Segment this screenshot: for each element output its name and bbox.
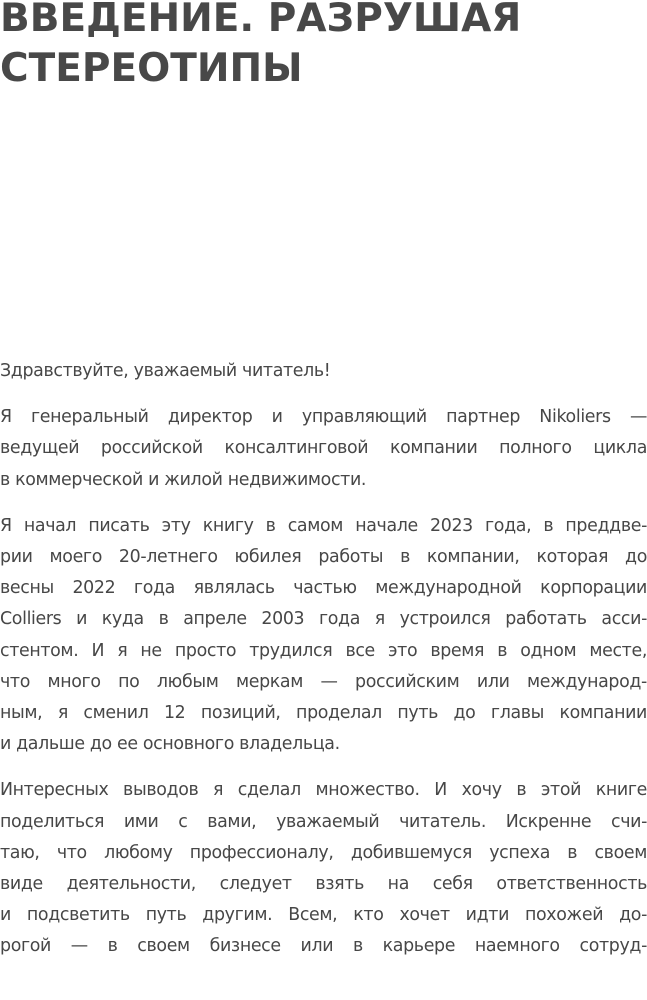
text-line: Интересных выводов я сделал множество. И хочу в этой книге — [0, 780, 647, 801]
text-line: рогой — в своем бизнесе или в карьере наемного сотруд- — [0, 936, 647, 957]
chapter-title — [0, 0, 521, 94]
text-line: и дальше до ее основного владельца. — [0, 734, 340, 755]
text-line: Я генеральный директор и управляющий партнер Nikoliers — — [0, 407, 647, 428]
text-line: поделиться ими с вами, уважаемый читатель. Искренне счи- — [0, 811, 647, 832]
text-line: и подсветить путь другим. Всем, кто хочет идти похожей до- — [0, 905, 647, 926]
chapter-title-line-2: СТЕРЕОТИПЫ — [0, 46, 303, 91]
paragraph-purpose — [0, 775, 647, 962]
text-line: Здравствуйте, уважаемый читатель! — [0, 361, 331, 381]
body-text — [0, 356, 647, 978]
text-line: в коммерческой и жилой недвижимости. — [0, 469, 367, 490]
text-line: Colliers и куда в апреле 2003 года я устроился работать асси- — [0, 609, 647, 630]
text-line: что много по любым меркам — российским или международ- — [0, 671, 647, 692]
text-line: виде деятельности, следует взять на себя ответственность — [0, 874, 647, 895]
text-line: ным, я сменил 12 позиций, проделал путь до главы компании — [0, 703, 647, 724]
paragraph-greeting — [0, 356, 647, 387]
text-line: Я начал писать эту книгу в самом начале 2023 года, в преддве- — [0, 515, 647, 536]
text-line: стентом. И я не просто трудился все это время в одном месте, — [0, 640, 647, 661]
text-line: весны 2022 года являлась частью международной корпорации — [0, 578, 647, 599]
text-line: ведущей российской консалтинговой компании полного цикла — [0, 438, 647, 459]
chapter-title-line-1: ВВЕДЕНИЕ. РАЗРУШАЯ — [0, 0, 522, 41]
text-line: рии моего 20-летнего юбилея работы в компании, которая до — [0, 547, 647, 568]
paragraph-career-history — [0, 511, 647, 761]
text-line: таю, что любому профессионалу, добившемуся успеха в своем — [0, 842, 647, 863]
paragraph-introduction — [0, 402, 647, 496]
